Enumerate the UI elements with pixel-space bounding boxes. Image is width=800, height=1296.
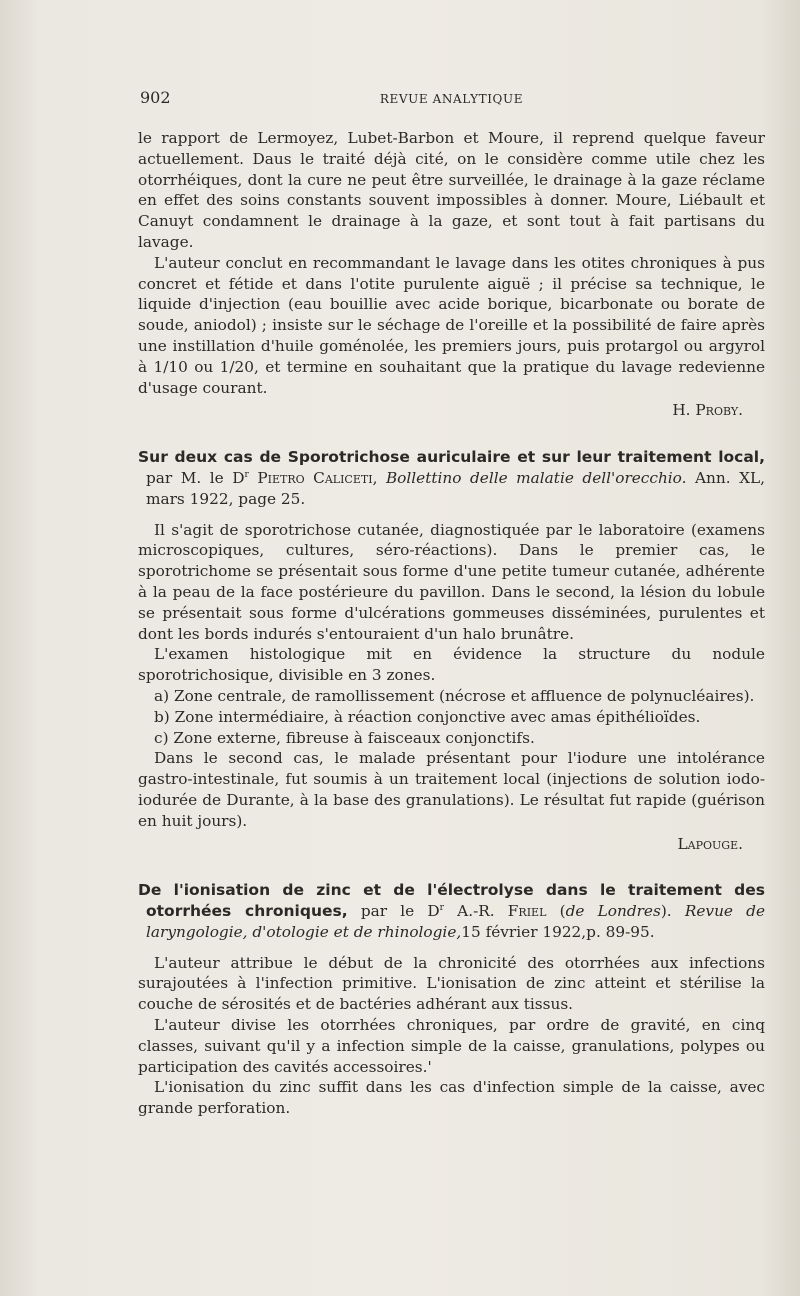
article-2-citation: 15 février 1922,p. 89-95. xyxy=(461,922,655,941)
article-2-title: De l'ionisation de zinc et de l'électrolyse dans le traitement des otorrhées chroniques, xyxy=(138,881,765,921)
article-1-by: par M. le D xyxy=(146,468,245,487)
page-number: 902 xyxy=(140,88,171,107)
article-1-zone-b: b) Zone intermédiaire, à réaction conjonctive avec amas épithélioïdes. xyxy=(154,707,701,726)
article-1-zone-a: a) Zone centrale, de ramollissement (nécrose et affluence de polynucléaires). xyxy=(154,686,755,705)
running-title: REVUE ANALYTIQUE xyxy=(379,92,524,106)
article-1-zone-c: c) Zone externe, fibreuse à faisceaux conjonctifs. xyxy=(154,728,535,747)
article-2-by: par le D xyxy=(347,902,440,921)
article-1-author: Pietro Caliceti xyxy=(257,468,373,487)
article-1-journal: Bollettino delle malatie dell'orecchio. xyxy=(385,468,687,487)
article-1-paragraph: Il s'agit de sporotrichose cutanée, diagnostiquée par le laboratoire (examens microscopiques, cultures, séro-réactions). Dans le premier cas, le sporotrichome se présentait sous forme d'une petite tumeur cutanée, adhérente à la peau de la face postérieure du pavillon. Dans le second, la lésion du lobule se présentait sous forme d'ulcérations gommeuses disséminées, purulentes et dont les bords indurés s'entouraient d'un halo brunâtre. xyxy=(138,520,765,643)
article-2-paragraph: L'auteur attribue le début de la chronicité des otorrhées aux infections surajoutées à l'infection primitive. L'ionisation de zinc atteint et stérilise la couche de sérosités et de bactéries adhérant aux tissus. xyxy=(138,953,765,1014)
article-2-heading: De l'ionisation de zinc et de l'électrolyse dans le traitement des otorrhées chroniques, par le $D^r$ A.-R. Friel (de Londres). Revue de laryngologie, d'otologie et de rhinologie,15 février 1922,p. 89-95. xyxy=(138,881,766,941)
article-2-author: A.-R. Friel xyxy=(457,902,547,921)
article-1-citation: Ann. XL, mars 1922, page 25. xyxy=(146,468,766,508)
article-2-journal: Revue de laryngologie, d'otologie et de rhinologie, xyxy=(146,902,766,941)
signature-lapouge: Lapouge. xyxy=(677,834,743,853)
article-2-by-sup: r xyxy=(439,903,444,913)
article-1-paragraph: L'examen histologique mit en évidence la structure du nodule sporotrichosique, divisible en 3 zones. xyxy=(138,645,765,685)
article-1-paragraph: Dans le second cas, le malade présentant pour l'iodure une intolérance gastro-intestinale, fut soumis à un traitement local (injections de solution iodo-iodurée de Durante, à la base des granulations). Le résultat fut rapide (guérison en huit jours). xyxy=(138,749,765,830)
article-2-journal-prefix: ( xyxy=(546,902,566,921)
running-header xyxy=(138,88,765,112)
article-2-paragraph: L'ionisation du zinc suffit dans les cas d'infection simple de la caisse, avec grande perforation. xyxy=(138,1078,765,1118)
article-1-by-sup: r xyxy=(244,469,249,480)
intro-paragraph-2: L'auteur conclut en recommandant le lavage dans les otites chroniques à pus concret et fétide et dans l'otite purulente aiguë ; il précise sa technique, le liquide d'injection (eau bouillie avec acide borique, bicarbonate ou borate de soude, aniodol) ; insiste sur le séchage de l'oreille et la possibilité de faire après une instillation d'huile goménolée, les premiers jours, puis protargol ou argyrol à 1/10 ou 1/20, et termine en souhaitant que la pratique du lavage redevienne d'usage courant. xyxy=(138,253,765,397)
intro-paragraph-1: le rapport de Lermoyez, Lubet-Barbon et Moure, il reprend quelque faveur actuellement. Daus le traité déjà cité, on le considère comme utile chez les otorrhéiques, dont la cure ne peut être surveillée, le drainage à la gaze réclame en effet des soins constants souvent impossibles à donner. Moure, Liébault et Canuyt condamnent le drainage à la gaze, et sont tout à fait partisans du lavage. xyxy=(138,129,765,251)
article-1-title: Sur deux cas de Sporotrichose auriculaire et sur leur traitement local, xyxy=(138,448,765,467)
text-block xyxy=(138,88,765,1119)
article-1-heading: Sur deux cas de Sporotrichose auriculaire et sur leur traitement local, par M. le $D^r$ Pietro Caliceti, Bollettino delle malatie dell'orecchio. Ann. XL, mars 1922, page 25. xyxy=(138,448,766,508)
article-2-paragraph: L'auteur divise les otorrhées chroniques, par ordre de gravité, en cinq classes, suivant qu'il y a infection simple de la caisse, granulations, polypes ou participation des cavités accessoires.' xyxy=(138,1016,765,1076)
signature-proby: H. Proby. xyxy=(672,401,743,420)
article-2-journal-origin: de Londres xyxy=(565,902,661,921)
